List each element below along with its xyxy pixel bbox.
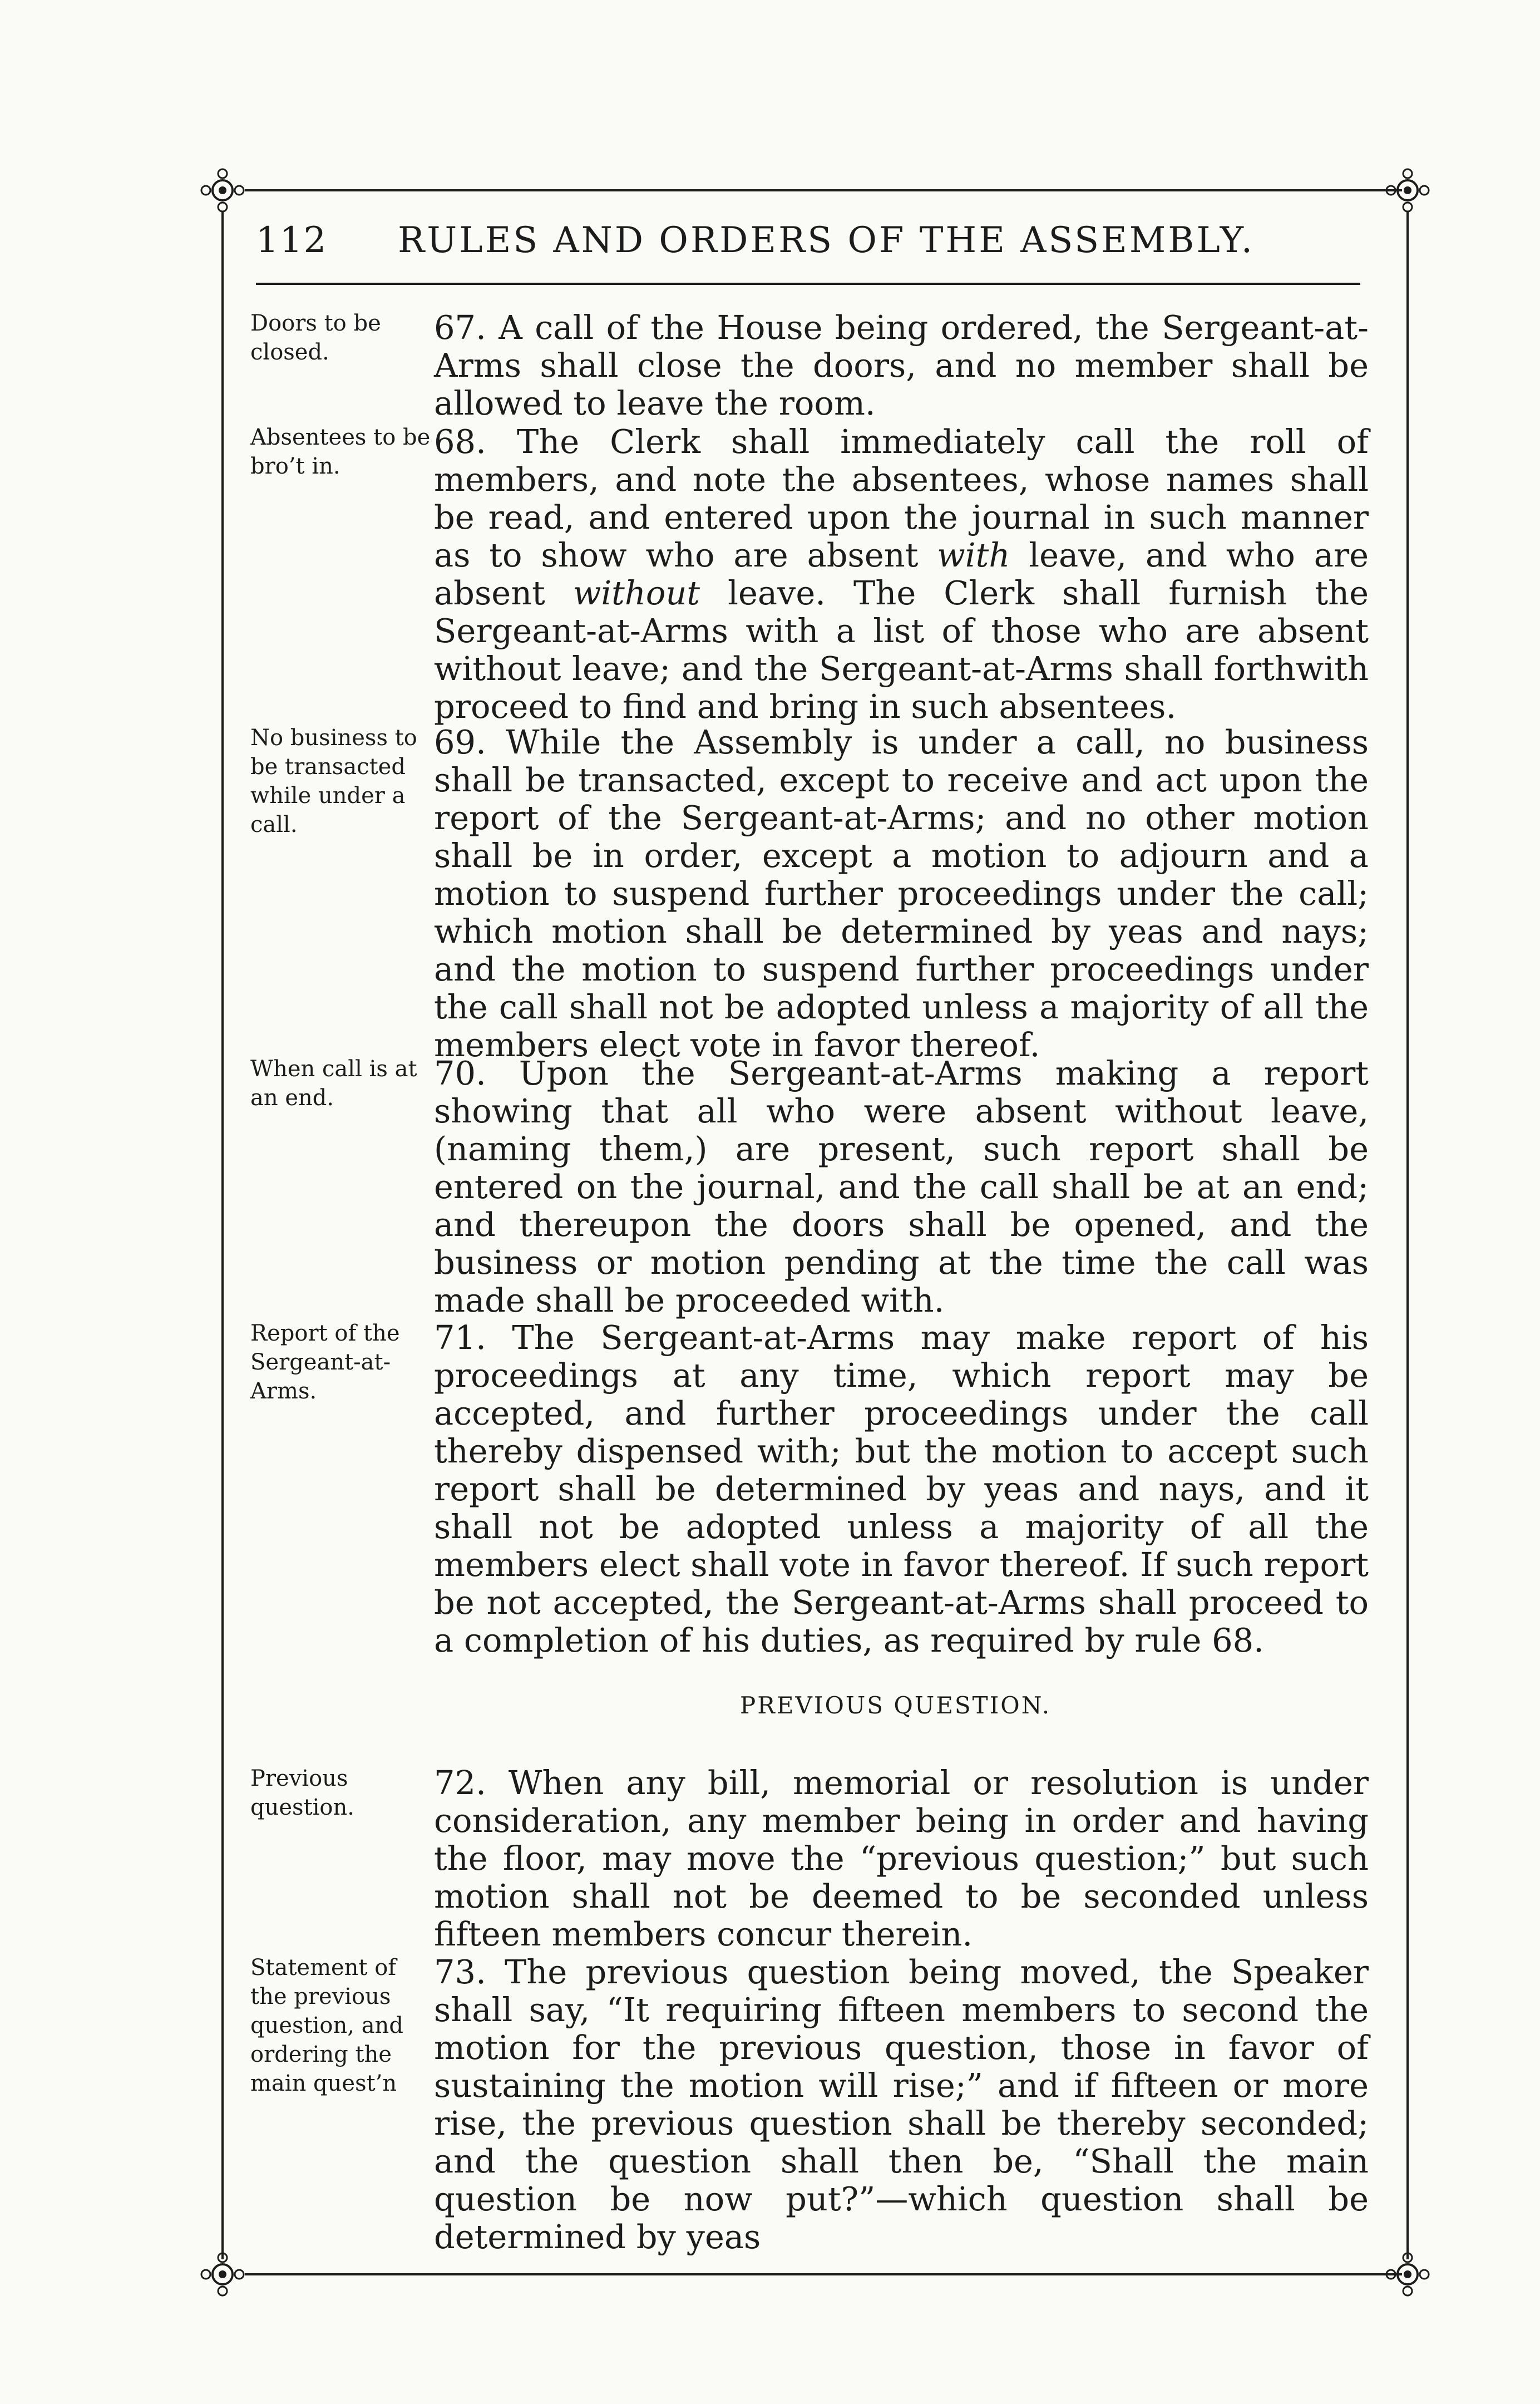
rule-paragraph: 71. The Sergeant-at-Arms may make report of his proceedings at any time, which report may be accepted, and further proceedings under the call thereby dispensed with; but the motion to accept such report shall be determined by yeas and nays, and it shall not be adopted unless a majority of all the members elect shall vote in favor thereof. If such report be not accepted, the Sergeant-at-Arms shall proceed to a completion of his duties, as required by rule 68. [434,1318,1369,1659]
page-header [256,220,1369,281]
corner-ornament-icon [1374,157,1441,224]
rule-paragraph: 67. A call of the House being ordered, the Sergeant-at-Arms shall close the doors, and no member shall be allowed to leave the room. [434,308,1369,422]
running-head: RULES AND ORDERS OF THE ASSEMBLY. [398,220,1255,261]
rule-paragraph: 68. The Clerk shall immediately call the roll of members, and note the absentees, whose names shall be read, and entered upon the journal in such manner as to show who are absent with leave, and who are absent without leave. The Clerk shall furnish the Sergeant-at-Arms with a list of those who are absent without leave; and the Sergeant-at-Arms shall forthwith proceed to find and bring in such absentees. [434,422,1369,726]
rule-paragraph: 70. Upon the Sergeant-at-Arms making a report showing that all who were absent without leave, (naming them,) are present, such report shall be entered on the journal, and the call shall be at an end; and thereupon the doors shall be opened, and the business or motion pending at the time the call was made shall be proceeded with. [434,1054,1369,1319]
side-note: When call is at an end. [250,1056,417,1111]
side-note: Doors to be closed. [250,311,381,365]
frame-bottom-rule [245,2273,1402,2275]
side-note: Report of the Sergeant-at-Arms. [250,1321,400,1404]
corner-ornament-icon [1374,2241,1441,2308]
frame-top-rule [245,189,1402,191]
rule-paragraph: 72. When any bill, memorial or resolution is under consideration, any member being in order and having the floor, may move the “previous question;” but such motion shall not be deemed to be seconded unless fifteen members concur therein. [434,1763,1369,1953]
frame-left-rule [221,211,224,2259]
corner-ornament-icon [189,2241,256,2308]
side-note: Previous question. [250,1766,354,1820]
page-number: 112 [256,220,328,261]
header-rule [256,283,1360,285]
corner-ornament-icon [189,157,256,224]
emphasis-without: without [572,574,700,612]
side-note: Absentees to be bro’t in. [250,425,431,479]
section-heading: PREVIOUS QUESTION. [740,1692,1052,1719]
rule-paragraph: 69. While the Assembly is under a call, no business shall be transacted, except to receive and act upon the report of the Sergeant-at-Arms; and no other motion shall be in order, except a motion to adjourn and a motion to suspend further proceedings under the call; which motion shall be determined by yeas and nays; and the motion to suspend further proceedings under the call shall not be adopted unless a majority of all the members elect vote in favor thereof. [434,723,1369,1064]
frame-right-rule [1406,211,1409,2259]
side-note: Statement of the previous question, and ordering the main quest’n [250,1955,403,2096]
emphasis-with: with [937,536,1010,574]
side-note: No business to be transacted while under a call. [250,725,417,838]
rule-paragraph: 73. The previous question being moved, the Speaker shall say, “It requiring fifteen members to second the motion for the previous question, those in favor of sustaining the motion will rise;” and if fifteen or more rise, the previous question shall be thereby seconded; and the question shall then be, “Shall the main question be now put?”—which question shall be determined by yeas [434,1953,1369,2256]
